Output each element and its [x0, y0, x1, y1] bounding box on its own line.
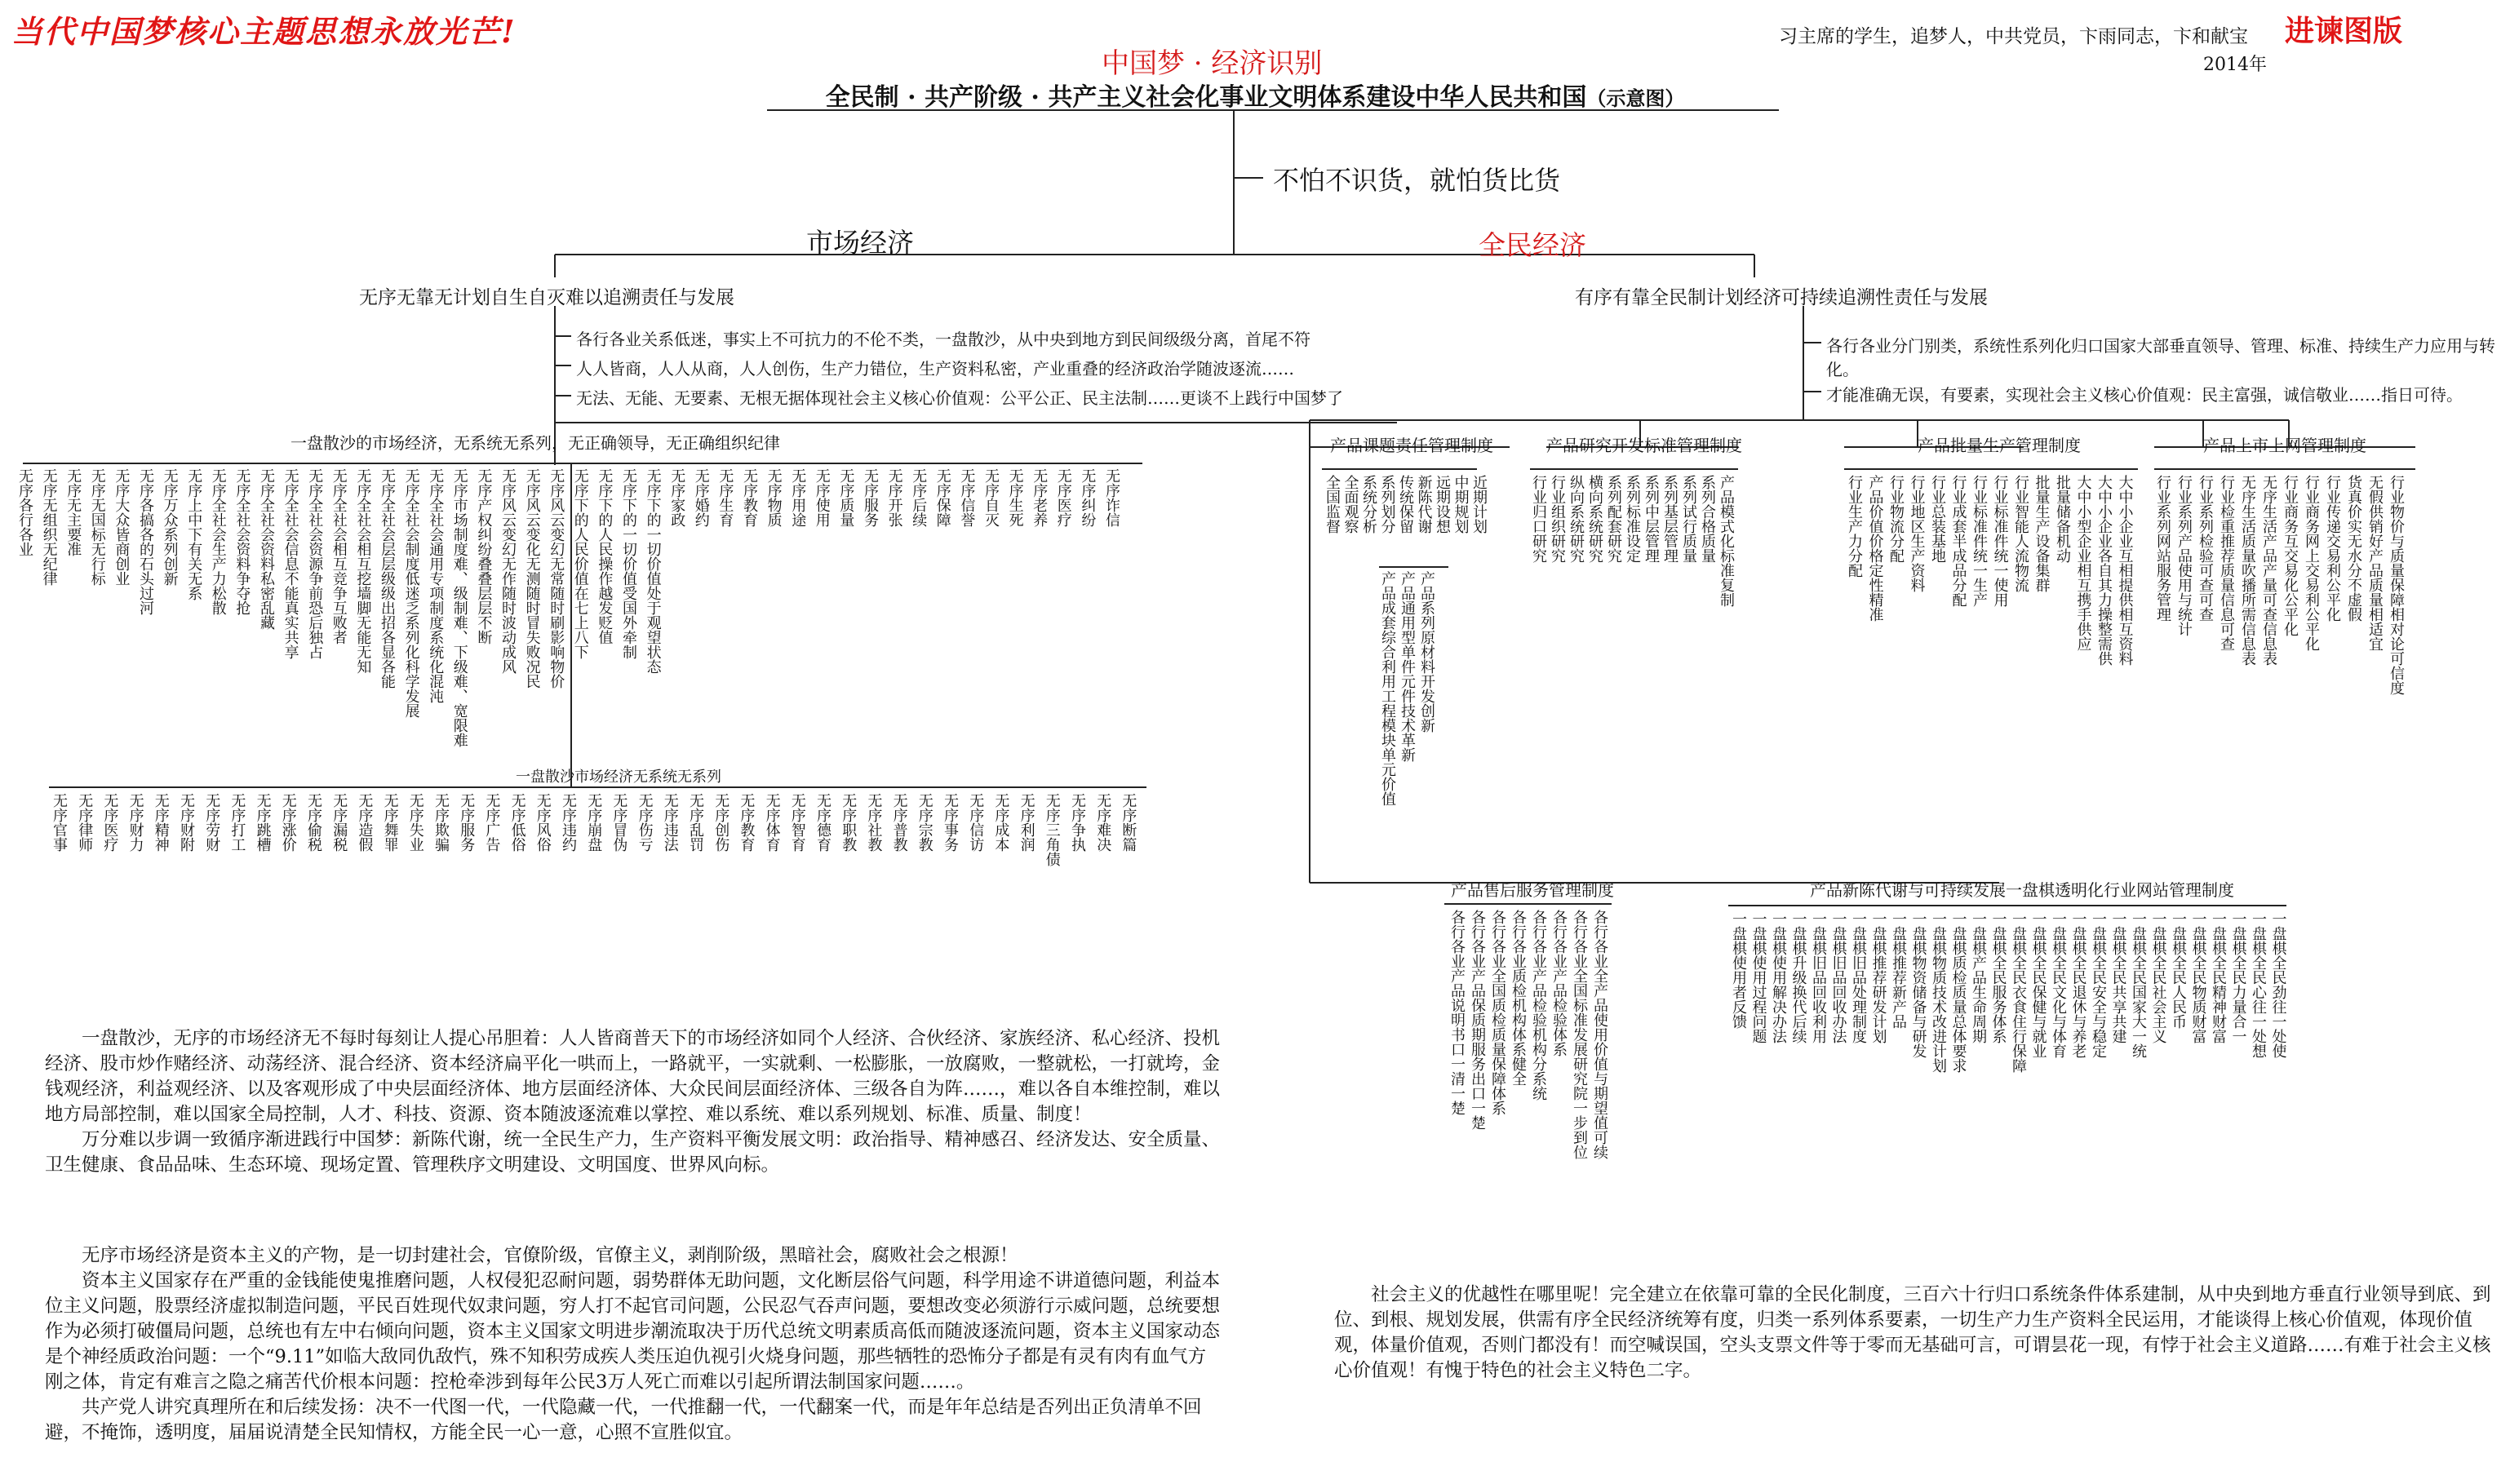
quote-text: 不怕不识货，就怕货比货: [1273, 165, 1561, 196]
renewal-item-8: 一盘棋推荐研发计划: [1869, 911, 1887, 1043]
left-paragraph-5: 共产党人讲究真理所在和后续发扬：决不一代图一代，一代隐藏一代，一代推翻一代，一代翻案一代，而是年年总结是否列出正负清单不回避，不掩饰，透明度，届届说清楚全民知情权，方能全民一心一意，心照不宣胜似宜。: [45, 1397, 1202, 1443]
market-release-item-6: 无序生活产品产量可查信息表: [2260, 475, 2277, 666]
production-item-2: 产品价值价格定性精准: [1866, 475, 1884, 622]
after-sales-item-6: 各行各业产品检验体系: [1550, 910, 1568, 1057]
renewal-item-13: 一盘棋产品生命周期: [1970, 911, 1987, 1043]
market-item-15: 无序全社会相互挖墙脚无能无知: [354, 468, 372, 674]
production-item-10: 批量生产设备集群: [2033, 475, 2051, 592]
market-item-21: 无序风云变幻无作随时波动成风: [499, 468, 517, 674]
market-item-36: 无序服务: [862, 468, 879, 527]
market-issue-8: 无序打工: [228, 793, 246, 852]
market-item-25: 无序下的人民操作越发贬值: [596, 468, 614, 645]
market-release-item-7: 行业商务互交易化公平化: [2282, 475, 2299, 636]
market-item-14: 无序全社会相互竞争互败者: [330, 468, 348, 645]
market-item-35: 无序质量: [837, 468, 855, 527]
renewal-item-16: 一盘棋全民保健与就业: [2029, 911, 2047, 1058]
cat-label-2: 产品研究开发标准管理制度: [1546, 436, 1742, 455]
market-release-item-9: 行业传递交易利公平化: [2324, 475, 2341, 622]
market-item-5: 无序大众皆商创业: [113, 468, 131, 586]
market-issue-36: 无序事务: [942, 793, 959, 852]
market-item-34: 无序使用: [813, 468, 831, 527]
task-item-5: 传统保留: [1397, 475, 1414, 534]
market-release-item-12: 行业物价与质量保障相对论可信度: [2388, 475, 2405, 695]
market-item-27: 无序下的一切价值处于观望状态: [644, 468, 662, 674]
banner-slogan: 当代中国梦核心主题思想永放光芒!: [11, 13, 517, 50]
research-item-10: 系列合格质量: [1699, 475, 1716, 563]
market-issue-37: 无序信访: [967, 793, 985, 852]
production-item-12: 大中小型企业相互携手供应: [2074, 475, 2092, 651]
market-item-37: 无序开张: [885, 468, 903, 527]
market-item-1: 无序各行各业: [16, 468, 33, 556]
market-issue-32: 无序职教: [840, 793, 858, 852]
renewal-item-18: 一盘棋全民退休与养老: [2069, 911, 2087, 1058]
market-release-item-8: 行业商务网上交易利公平化: [2303, 475, 2320, 651]
production-item-8: 行业标准件统一使用: [1991, 475, 2009, 607]
renewal-item-3: 一盘棋使用解决办法: [1770, 911, 1787, 1043]
market-item-42: 无序生死: [1006, 468, 1024, 527]
market-issue-10: 无序涨价: [279, 793, 297, 852]
left-paragraph-3: 无序市场经济是资本主义的产物，是一切封建社会，官僚阶级，官僚主义，剥削阶级，黑暗社会，腐败社会之根源！: [82, 1245, 1018, 1266]
market-issue-1: 无序官事: [51, 793, 68, 852]
task-sub-item-2: 产品通用型单件元件技术革新: [1399, 571, 1416, 762]
left-paragraph-4: 资本主义国家存在严重的金钱能使鬼推磨问题，人权侵犯忍耐问题，弱势群体无助问题，文化断层俗气问题，科学用途不讲道德问题，利益本位主义问题，股票经济虚拟制造问题，平民百姓现代奴隶问题，穷人打不起官司问题，公民忍气吞声问题，要想改变必须游行示威问题，总统要想作为必须打破僵局问题，总统也有左中右倾向问题，资本主义国家文明进步潮流取决于历代总统文明素质高低而随波逐流问题，资本主义国家动态是个神经质政治问题：一个“9.11”如临大敌同仇敌忾，殊不知积劳成疾人类压迫仇视引火烧身问题，那些牺牲的恐怖分子都是有灵有肉有血气方刚之体，肯定有难言之隐之痛苦代价根本问题：控枪牵涉到每年公民3万人死亡而难以引起所谓法制国家问题……。: [45, 1270, 1221, 1393]
market-issue-27: 无序创伤: [712, 793, 730, 852]
market-item-31: 无序教育: [741, 468, 758, 527]
production-item-13: 大中小企业各自其力操整需供: [2095, 475, 2113, 666]
right-point-2: 才能准确无误，有要素，实现社会主义核心价值观：民主富强，诚信敬业……指日可待。: [1826, 385, 2463, 405]
market-issue-41: 无序争执: [1069, 793, 1086, 852]
research-item-9: 系列试行质量: [1680, 475, 1697, 563]
left-heading: 市场经济: [806, 227, 914, 259]
research-item-1: 行业归口研究: [1530, 475, 1547, 563]
left-subheading: 无序无靠无计划自生自灭难以追溯责任与发展: [359, 287, 734, 308]
banner-label: 进谏图版: [2285, 14, 2403, 48]
market-issue-31: 无序德育: [814, 793, 831, 852]
market-release-item-2: 行业系列产品使用与统计: [2175, 475, 2193, 636]
market-issue-16: 无序欺骗: [432, 793, 450, 852]
task-item-6: 新陈代谢: [1415, 475, 1433, 534]
research-item-7: 系列中层管理: [1643, 475, 1660, 563]
market-item-17: 无序全社会制度低迷乏系列化科学发展: [402, 468, 420, 718]
renewal-item-20: 一盘棋全民共享共建: [2109, 911, 2127, 1043]
renewal-item-26: 一盘棋全民力量合一: [2229, 911, 2247, 1043]
cat-label-6: 产品新陈代谢与可持续发展一盘棋透明化行业网站管理制度: [1810, 880, 2234, 900]
task-item-7: 远期设想: [1434, 475, 1451, 534]
market-release-item-10: 货真价实无水分不虚假: [2345, 475, 2362, 622]
cat-label-3: 产品批量生产管理制度: [1918, 436, 2081, 455]
market-item-46: 无序诈信: [1103, 468, 1120, 527]
production-item-1: 行业生产力分配: [1846, 475, 1863, 578]
renewal-item-9: 一盘棋推荐新产品: [1890, 911, 1907, 1029]
left-point-3: 无法、无能、无要素、无根无据体现社会主义核心价值观：公平公正、民主法制……更谈不上践行中国梦了: [576, 388, 1343, 408]
market-item-18: 无序全社会通用专项制度系统化混沌: [427, 468, 445, 703]
production-item-7: 行业标准件统一生产: [1971, 475, 1988, 607]
market-issue-11: 无序偷税: [305, 793, 322, 852]
market-issue-14: 无序舞罪: [381, 793, 399, 852]
market-issue-18: 无序广告: [483, 793, 501, 852]
research-item-6: 系列标准设定: [1624, 475, 1641, 563]
main-title-note: （示意图）: [1586, 86, 1685, 110]
after-sales-item-5: 各行各业产品检验机构分系统: [1530, 910, 1547, 1101]
market-issue-33: 无序社教: [865, 793, 883, 852]
cat-label-4: 产品上市上网管理制度: [2203, 436, 2366, 455]
market-item-9: 无序全社会生产力松散: [209, 468, 227, 615]
left-row1-label: 一盘散沙的市场经济，无系统无系列，无正确领导，无正确组织纪律: [290, 433, 780, 453]
production-item-5: 行业总装基地: [1929, 475, 1946, 563]
renewal-item-12: 一盘棋质检质量总体要求: [1949, 911, 1967, 1073]
market-item-12: 无序全社会信息不能真实共享: [282, 468, 299, 659]
market-issue-21: 无序违约: [560, 793, 577, 852]
market-release-item-4: 行业检重推荐质量信息可查: [2218, 475, 2235, 651]
task-item-2: 全面观察: [1341, 475, 1359, 534]
task-item-1: 全国监督: [1324, 475, 1341, 534]
renewal-item-4: 一盘棋升级换代后续: [1789, 911, 1807, 1043]
task-item-9: 近期计划: [1470, 475, 1488, 534]
market-issue-5: 无序精神: [152, 793, 170, 852]
market-issue-30: 无序智育: [788, 793, 806, 852]
after-sales-item-8: 各行各业全产品使用价值与期望值可续: [1591, 910, 1608, 1159]
renewal-item-25: 一盘棋全民精神财富: [2210, 911, 2227, 1043]
market-issue-24: 无序伤亏: [636, 793, 654, 852]
market-release-item-1: 行业系列网站服务管理: [2154, 475, 2171, 622]
market-issue-13: 无序造假: [356, 793, 374, 852]
market-item-16: 无序全社会层层级级出招各显各能: [379, 468, 396, 689]
market-item-41: 无序自灭: [982, 468, 1000, 527]
market-item-23: 无序风云变幻无常随时刷影响物价: [548, 468, 565, 689]
right-subheading: 有序有靠全民制计划经济可持续追溯性责任与发展: [1575, 287, 1988, 308]
market-issue-29: 无序体育: [763, 793, 781, 852]
market-issue-26: 无序乱罚: [687, 793, 704, 852]
market-item-8: 无序上中下有关无系: [185, 468, 203, 600]
after-sales-item-4: 各行各业质检机构体系健全: [1510, 910, 1527, 1086]
renewal-item-28: 一盘棋全民劲往一处使: [2269, 911, 2287, 1058]
task-item-8: 中期规划: [1452, 475, 1470, 534]
research-item-11: 产品模式化标准复制: [1718, 475, 1735, 607]
left-point-2: 人人皆商，人人从商，人人创伤，生产力错位，生产资料私密，产业重叠的经济政治学随波逐流……: [576, 359, 1294, 379]
renewal-item-17: 一盘棋全民文化与体育: [2050, 911, 2067, 1058]
market-issue-20: 无序风俗: [534, 793, 552, 852]
market-issue-3: 无序医疗: [101, 793, 119, 852]
market-item-7: 无序万众系列创新: [161, 468, 179, 586]
market-issue-4: 无序财力: [126, 793, 144, 852]
left-point-1: 各行各业关系低迷，事实上不可抗力的不伦不类，一盘散沙，从中央到地方到民间级级分离，首尾不符: [576, 330, 1310, 349]
production-item-4: 行业地区生产资料: [1908, 475, 1926, 592]
market-issue-42: 无序难决: [1094, 793, 1112, 852]
right-paragraph: 社会主义的优越性在哪里呢！完全建立在依靠可靠的全民化制度，三百六十行归口系统条件体系建制，从中央到地方垂直行业领导到底、到位、到根、规划发展，供需有序全民经济统筹有度，归类一系列体系要素，一切生产力生产资料全民运用，才能谈得上核心价值观，体现价值观，体量价值观，否则门都没有！而空喊误国，空头支票文件等于零而无基础可言，可谓昙花一现，有悖于社会主义道路……有难于社会主义核心价值观！有愧于特色的社会主义特色二字。: [1334, 1284, 2491, 1381]
market-issue-19: 无序低俗: [508, 793, 526, 852]
market-item-33: 无序用途: [789, 468, 807, 527]
left-paragraph-1: 一盘散沙，无序的市场经济无不每时每刻让人提心吊胆着：人人皆商普天下的市场经济如同个人经济、合伙经济、家族经济、私心经济、投机经济、股市炒作赌经济、动荡经济、混合经济、资本经济扁平化一哄而上，一路就平，一实就剩、一松膨胀，一放腐败，一整就松，一打就垮，金钱观经济，利益观经济、以及客观形成了中央层面经济体、地方层面经济体、大众民间层面经济体、三级各自为阵……，难以各自本维控制，难以地方局部控制，难以国家全局控制，人才、科技、资源、资本随波逐流难以掌控、难以系统、难以系列规划、标准、质量、制度！: [45, 1028, 1221, 1125]
production-item-9: 行业智能人流物流: [2012, 475, 2029, 592]
right-text-block: [1334, 1282, 2493, 1384]
production-item-11: 批量储备机动: [2054, 475, 2071, 563]
market-item-32: 无序物质: [765, 468, 783, 527]
renewal-item-6: 一盘棋旧品回收办法: [1829, 911, 1847, 1043]
production-item-3: 行业物流分配: [1887, 475, 1905, 563]
renewal-item-11: 一盘棋物质技术改进计划: [1930, 911, 1947, 1073]
renewal-item-24: 一盘棋全民物质财富: [2189, 911, 2207, 1043]
subtitle-red: 中国梦 · 经济识别: [1102, 47, 1323, 80]
market-issue-35: 无序宗教: [916, 793, 933, 852]
market-issue-40: 无序三角债: [1043, 793, 1061, 866]
market-item-30: 无序生育: [716, 468, 734, 527]
market-issue-25: 无序违法: [661, 793, 679, 852]
market-issue-15: 无序失业: [406, 793, 424, 852]
market-item-6: 无序各搞各的石头过河: [137, 468, 154, 615]
year-label: 2014年: [2203, 55, 2267, 75]
research-item-2: 行业组织研究: [1549, 475, 1566, 563]
market-item-44: 无序医疗: [1054, 468, 1072, 527]
market-issue-39: 无序利润: [1018, 793, 1035, 852]
market-issue-12: 无序漏税: [330, 793, 348, 852]
market-issue-2: 无序律师: [76, 793, 94, 852]
market-item-2: 无序无组织无纪律: [40, 468, 58, 586]
market-item-20: 无序产权纠纷叠叠层层不断: [475, 468, 493, 645]
renewal-item-2: 一盘棋使用过程问题: [1749, 911, 1767, 1043]
market-issue-28: 无序教育: [738, 793, 756, 852]
market-item-24: 无序下的人民价值在七上八下: [571, 468, 589, 659]
right-point-1: 各行各业分门别类，系统性系列化归口国家大部垂直领导、管理、标准、持续生产力应用与转化。: [1826, 336, 2495, 379]
renewal-item-5: 一盘棋旧品回收利用: [1810, 911, 1827, 1043]
task-item-4: 系列划分: [1378, 475, 1396, 534]
market-item-10: 无序全社会资料争夺抢: [233, 468, 251, 615]
renewal-item-7: 一盘棋旧品处理制度: [1850, 911, 1867, 1043]
market-item-39: 无序保障: [933, 468, 951, 527]
market-item-22: 无序风云变化无测随时冒失败况民: [523, 468, 541, 689]
research-item-5: 系列配套研究: [1605, 475, 1622, 563]
market-item-3: 无序无主要准: [64, 468, 82, 556]
market-release-item-3: 行业系列检验可查可查: [2197, 475, 2214, 622]
left-text-block-2: [45, 1243, 1220, 1446]
market-item-45: 无序纠纷: [1079, 468, 1097, 527]
renewal-item-21: 一盘棋全民国家大一统: [2130, 911, 2147, 1058]
market-item-11: 无序全社会资料私密乱藏: [258, 468, 275, 630]
market-item-43: 无序老养: [1031, 468, 1049, 527]
market-item-19: 无序市场制度难、级制难、下级难、宽限难: [450, 468, 468, 747]
market-release-item-11: 无假供销好产品质量相适宜: [2366, 475, 2384, 651]
author-line: 习主席的学生，追梦人，中共党员，卞雨同志，卞和献宝: [1779, 26, 2248, 47]
after-sales-item-2: 各行各业产品保质期服务出口一楚: [1469, 910, 1486, 1130]
task-sub-item-3: 产品系列原材料开发创新: [1418, 571, 1435, 733]
after-sales-item-7: 各行各业全国标准发展研究院一步到位: [1571, 910, 1588, 1159]
cat-label-5: 产品售后服务管理制度: [1451, 880, 1614, 900]
market-issue-23: 无序冒伪: [610, 793, 628, 852]
renewal-item-23: 一盘棋全民人民币: [2170, 911, 2187, 1029]
left-text-block-1: [45, 1026, 1220, 1178]
market-issue-38: 无序成本: [992, 793, 1010, 852]
renewal-item-15: 一盘棋全民衣食住行保障: [2010, 911, 2027, 1073]
market-release-item-5: 无序生活质量吹播所需信息表: [2239, 475, 2256, 666]
research-item-3: 纵向系统研究: [1568, 475, 1585, 563]
cat-label-1: 产品课题责任管理制度: [1330, 436, 1493, 455]
left-paragraph-2: 万分难以步调一致循序渐进践行中国梦：新陈代谢，统一全民生产力，生产资料平衡发展文明：政治指导、精神感召、经济发达、安全质量、卫生健康、食品品味、生态环境、现场定置、管理秩序文明建设、文明国度、世界风向标。: [45, 1129, 1221, 1176]
renewal-item-1: 一盘棋使用者反馈: [1730, 911, 1747, 1029]
production-item-14: 大中小企业互相提供相互资料: [2116, 475, 2134, 666]
market-issue-43: 无序断篇: [1120, 793, 1137, 852]
market-issue-17: 无序服务: [458, 793, 476, 852]
renewal-item-14: 一盘棋全民服务体系: [1989, 911, 2007, 1043]
market-item-4: 无序无国标无行标: [88, 468, 106, 586]
market-item-26: 无序下的一切价值受国外牵制: [620, 468, 637, 659]
production-item-6: 行业成套半成品分配: [1949, 475, 1967, 607]
task-sub-item-1: 产品成套综合利用工程模块单元价值: [1379, 571, 1396, 806]
renewal-item-27: 一盘棋全民心往一处想: [2250, 911, 2267, 1058]
renewal-item-19: 一盘棋全民安全与稳定: [2090, 911, 2107, 1058]
main-title-text: 全民制 · 共产阶级 · 共产主义社会化事业文明体系建设中华人民共和国: [825, 83, 1587, 112]
task-item-3: 系统分析: [1360, 475, 1377, 534]
renewal-item-10: 一盘棋物资储备与研发: [1909, 911, 1927, 1058]
market-item-38: 无序后续: [910, 468, 928, 527]
after-sales-item-3: 各行各业全国质检质量保障体系: [1489, 910, 1506, 1115]
research-item-8: 系列基层管理: [1661, 475, 1679, 563]
research-item-4: 横向系统研究: [1586, 475, 1603, 563]
after-sales-item-1: 各行各业产品说明书口一清一楚: [1448, 910, 1466, 1115]
market-issue-9: 无序跳槽: [254, 793, 272, 852]
renewal-item-22: 一盘棋全民社会主义: [2149, 911, 2167, 1043]
market-issue-6: 无序财附: [178, 793, 195, 852]
market-item-28: 无序家政: [668, 468, 686, 527]
market-issue-34: 无序普教: [890, 793, 908, 852]
right-heading: 全民经济: [1479, 229, 1586, 261]
market-issue-22: 无序崩盘: [585, 793, 603, 852]
market-issue-7: 无序劳财: [203, 793, 221, 852]
left-row2-label: 一盘散沙市场经济无系统无系列: [516, 769, 721, 786]
market-item-13: 无序全社会资源争前恐后独占: [306, 468, 324, 659]
market-item-29: 无序婚约: [692, 468, 710, 527]
market-item-40: 无序信誉: [958, 468, 976, 527]
